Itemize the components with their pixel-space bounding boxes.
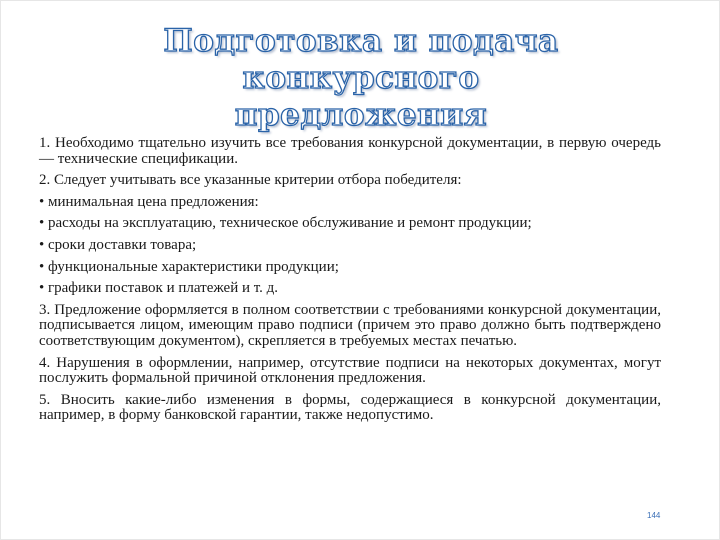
slide-body [39, 136, 661, 424]
bullet-characteristics: • функциональные характеристики продукции; [39, 258, 339, 275]
paragraph-3: 3. Предложение оформляется в полном соответствии с требованиями конкурсной документации, подписывается лицом, имеющим право подписи (причем это право должно быть подтверждено соответствующим документом), скрепляется в требуемых местах печатью. [39, 301, 661, 349]
slide-title [41, 23, 681, 134]
page-number: 144 [647, 511, 661, 520]
bullet-min-price: • минимальная цена предложения: [39, 193, 259, 210]
bullet-expenses: • расходы на эксплуатацию, техническое обслуживание и ремонт продукции; [39, 215, 532, 232]
bullet-schedules: • графики поставок и платежей и т. д. [39, 280, 279, 297]
paragraph-1: 1. Необходимо тщательно изучить все требования конкурсной документации, в первую очередь — технические спецификации. [39, 135, 661, 167]
paragraph-4: 4. Нарушения в оформлении, например, отсутствие подписи на некоторых документах, могут послужить формальной причиной отклонения предложения. [39, 354, 661, 387]
slide-title-line-1: Подготовка и подача конкурсного [163, 23, 559, 96]
slide-title-line-2: предложения [234, 97, 488, 133]
paragraph-5: 5. Вносить какие-либо изменения в формы, содержащиеся в конкурсной документации, например, в форму банковской гарантии, также недопустимо. [39, 391, 661, 424]
bullet-delivery: • сроки доставки товара; [39, 236, 197, 253]
paragraph-2: 2. Следует учитывать все указанные критерии отбора победителя: [39, 172, 462, 189]
